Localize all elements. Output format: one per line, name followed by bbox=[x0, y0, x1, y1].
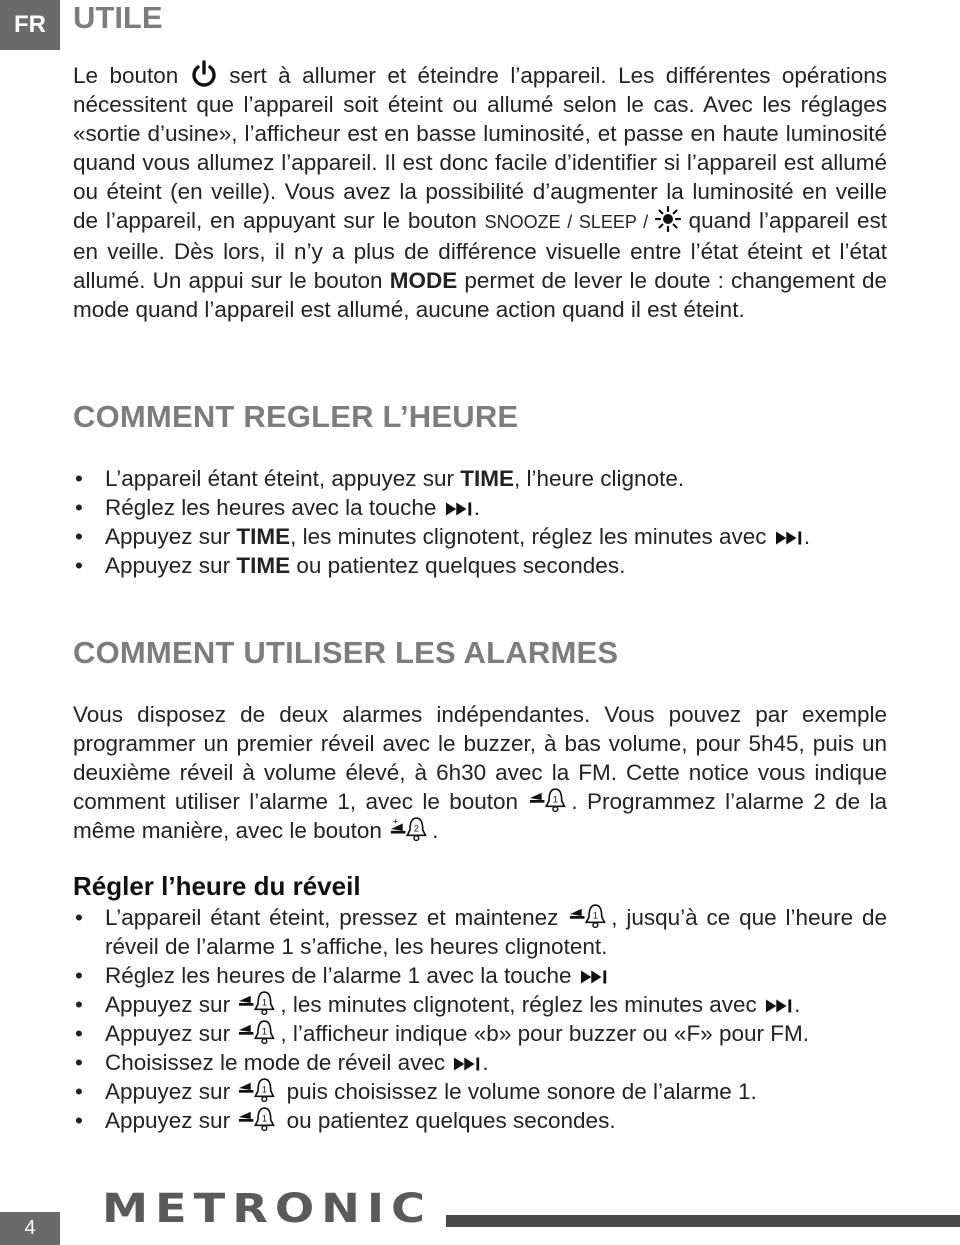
section-title-utile: UTILE bbox=[73, 0, 163, 35]
mode-label: MODE bbox=[389, 268, 458, 293]
alarmes-paragraph: Vous disposez de deux alarmes indépendantes. Vous pouvez par exemple programmer un premier réveil avec le buzzer, à bas volume, pour 5h45, puis un deuxième réveil à volume élevé, à 6h30 avec la FM. Cette notice vous indique comment utiliser l’alarme 1, avec le bouton . Programmez l’alarme 2 de la même manière, avec le bouton . bbox=[73, 702, 887, 843]
section-title-heure: COMMENT REGLER L’HEURE bbox=[73, 399, 519, 434]
list-item: • Réglez les heures avec la touche . bbox=[73, 493, 903, 522]
list-item: • Réglez les heures de l’alarme 1 avec la touche bbox=[73, 961, 887, 990]
alarm-1-icon bbox=[569, 903, 609, 929]
snooze-sleep-label: SNOOZE / SLEEP / bbox=[484, 212, 655, 232]
utile-text-1: Le bouton bbox=[73, 63, 190, 88]
skip-forward-icon bbox=[454, 1056, 482, 1072]
utile-paragraph bbox=[73, 60, 887, 324]
list-item: • Appuyez sur TIME ou patientez quelques secondes. bbox=[73, 551, 903, 580]
alarm-1-icon bbox=[238, 990, 278, 1016]
utile-text-4: permet de lever le doute : changement de mode quand l’appareil est allumé, aucune action quand il est éteint. bbox=[73, 268, 888, 322]
language-tab: FR bbox=[0, 0, 60, 50]
reveil-steps-list bbox=[73, 903, 887, 1135]
list-item: • Appuyez sur , les minutes clignotent, réglez les minutes avec . bbox=[73, 990, 887, 1019]
list-item: • Appuyez sur ou patientez quelques secondes. bbox=[73, 1106, 887, 1135]
heure-steps-list bbox=[73, 464, 903, 580]
alarm-1-icon bbox=[238, 1019, 278, 1045]
alarm-1-icon bbox=[238, 1077, 278, 1103]
sun-icon bbox=[655, 206, 681, 232]
list-item: • L’appareil étant éteint, appuyez sur TIME, l’heure clignote. bbox=[73, 464, 903, 493]
skip-forward-icon bbox=[446, 501, 474, 517]
utile-text-2: sert à allumer et éteindre l’appareil. Les différentes opérations nécessitent que l’appareil soit éteint ou allumé selon le cas. Avec les réglages «sortie d’usine», l’afficheur est en basse luminosité, et passe en haute luminosité quand vous allumez l’appareil. Il est donc facile d’identifier si l’appareil est allumé ou éteint (en veille). Vous avez la possibilité d’augmenter la luminosité en veille de l’appareil, en appuyant sur le bouton bbox=[73, 63, 887, 233]
power-icon bbox=[190, 60, 218, 88]
list-item: • Appuyez sur puis choisissez le volume sonore de l’alarme 1. bbox=[73, 1077, 887, 1106]
alarm-1-icon bbox=[238, 1106, 278, 1132]
page-number: 4 bbox=[0, 1212, 60, 1245]
footer-bar bbox=[446, 1215, 960, 1227]
list-item: • Appuyez sur TIME, les minutes clignotent, réglez les minutes avec . bbox=[73, 522, 903, 551]
skip-forward-icon bbox=[581, 969, 609, 985]
alarm-2-icon bbox=[390, 816, 430, 842]
list-item: • Appuyez sur , l’afficheur indique «b» pour buzzer ou «F» pour FM. bbox=[73, 1019, 887, 1048]
skip-forward-icon bbox=[776, 530, 804, 546]
utile-text-3: quand l’appareil est en veille. Dès lors, il n’y a plus de différence visuelle entre l’état éteint et l’état allumé. Un appui sur le bouton bbox=[73, 208, 887, 293]
list-item: • L’appareil étant éteint, pressez et maintenez , jusqu’à ce que l’heure de réveil de l’alarme 1 s’affiche, les heures clignotent. bbox=[73, 903, 887, 961]
skip-forward-icon bbox=[766, 998, 794, 1014]
list-item: • Choisissez le mode de réveil avec . bbox=[73, 1048, 887, 1077]
brand-logo bbox=[102, 1188, 442, 1228]
svg-text:METRONIC: METRONIC bbox=[102, 1188, 432, 1228]
section-title-alarmes: COMMENT UTILISER LES ALARMES bbox=[73, 635, 619, 670]
alarm-1-icon bbox=[529, 787, 569, 813]
subsection-title-reveil: Régler l’heure du réveil bbox=[73, 871, 361, 901]
